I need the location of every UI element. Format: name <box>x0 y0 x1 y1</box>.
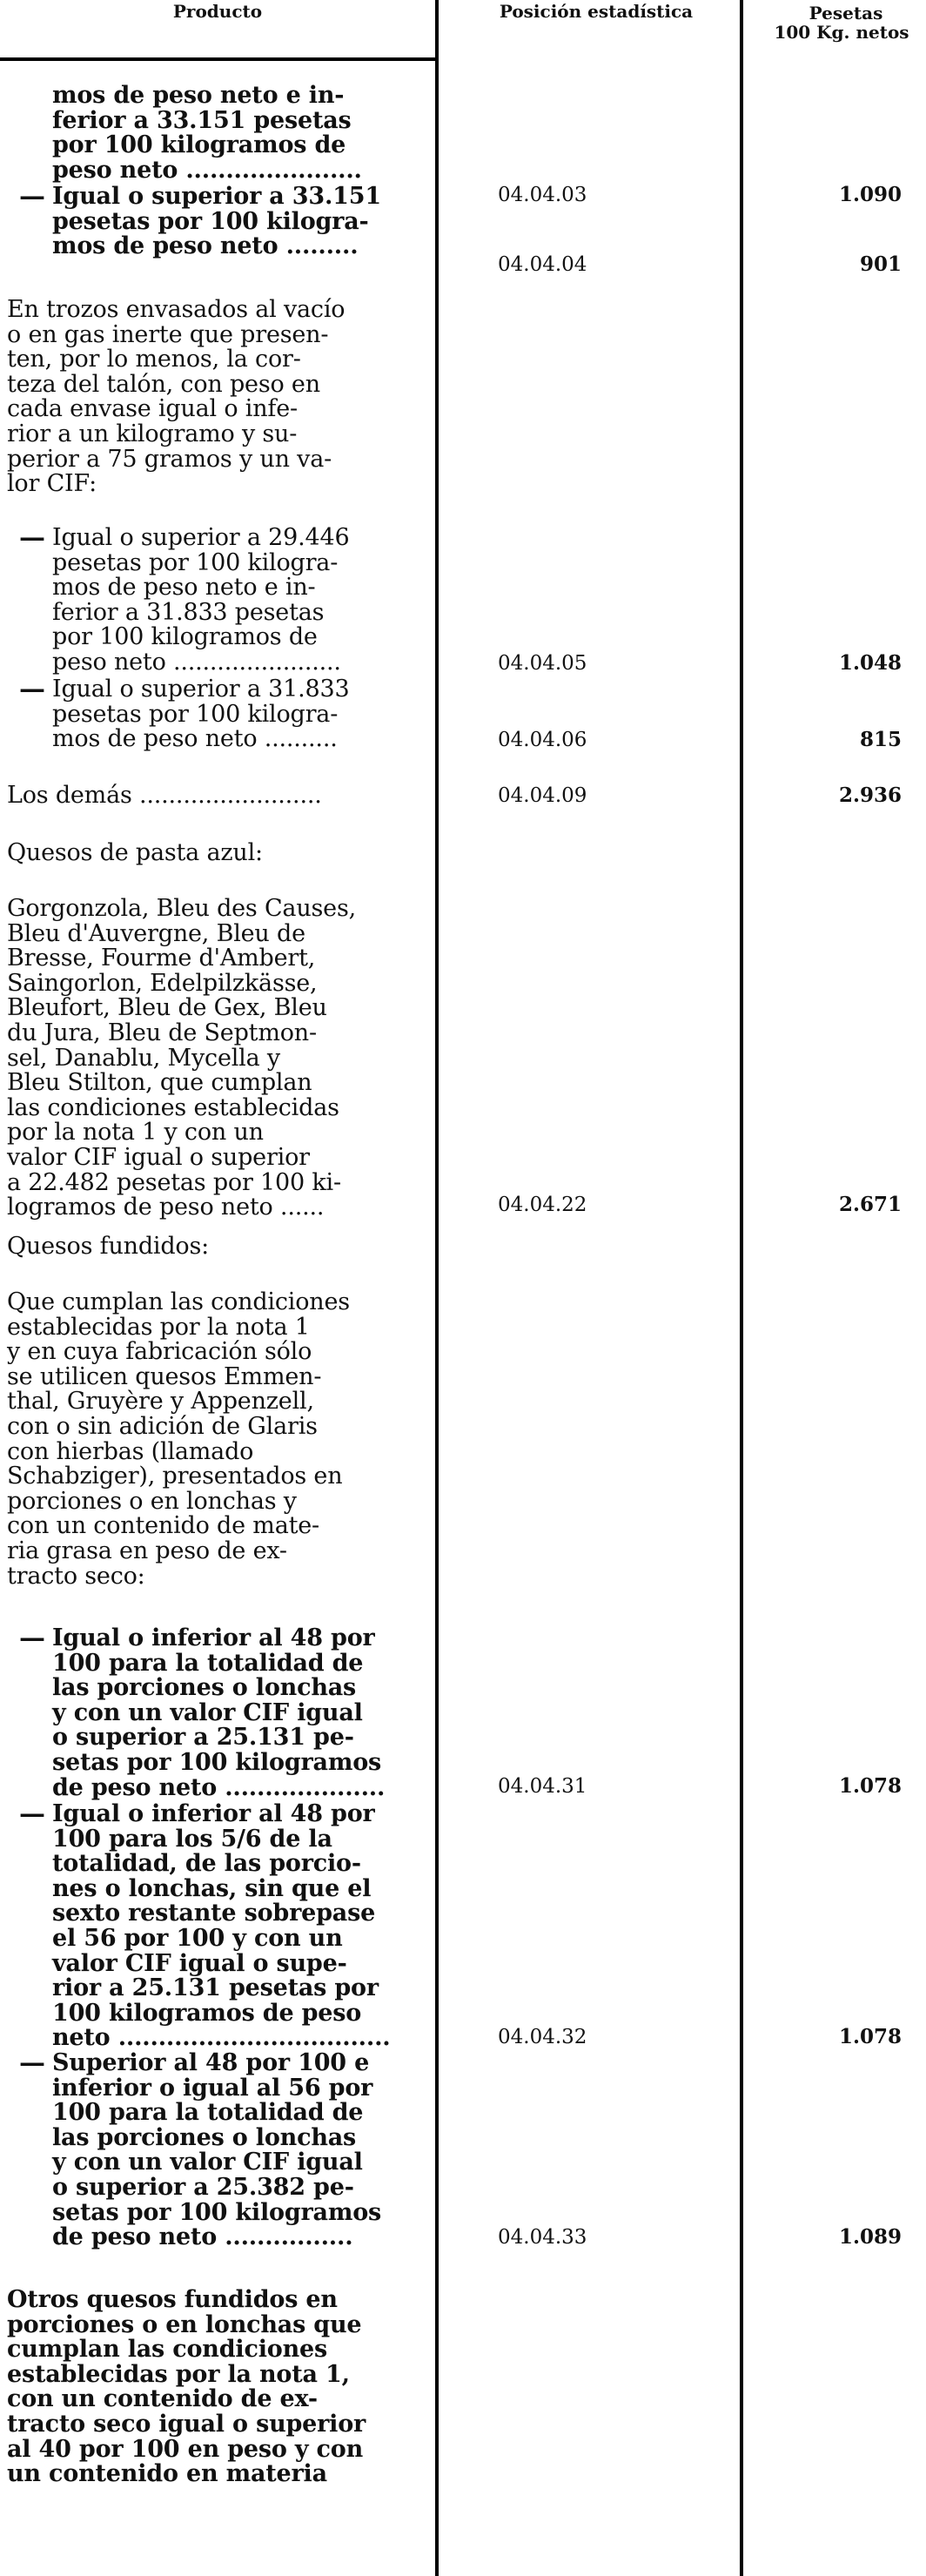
product-text: Que cumplan las condiciones establecidas por la nota 1 y en cuya fabricación sólo se utilicen quesos Emmen- thal, Gruyère y Appenzell, con o sin adición de Glaris con hierbas (llamado Schabziger), presentados en porciones o en lonchas y con un contenido de mate- ria grasa en peso de ex- tracto seco: <box>7 1288 350 1590</box>
position-code: 04.04.32 <box>498 2026 587 2048</box>
header-rule <box>0 57 435 61</box>
position-code: 04.04.06 <box>498 729 587 751</box>
dash-marker: — <box>19 674 45 704</box>
header-producto: Producto <box>172 1 263 22</box>
price-value: 1.078 <box>838 2025 902 2048</box>
position-code: 04.04.33 <box>498 2226 587 2249</box>
table-header <box>0 0 926 56</box>
product-text: Igual o inferior al 48 por 100 para los 5/6 de la totalidad, de las porcio- nes o lonchas, sin que el sexto restante sobrepase el 56 por 100 y con un valor CIF igual o supe- rior a 25.131 pesetas por 100 kilogramos de peso neto .................................. <box>52 1800 391 2052</box>
price-value: 815 <box>859 728 902 751</box>
dash-marker: — <box>19 2048 45 2078</box>
product-text: Igual o superior a 29.446 pesetas por 100 kilogra- mos de peso neto e in- ferior a 31.833 pesetas por 100 kilogramos de peso neto ....................... <box>52 524 350 676</box>
price-value: 1.078 <box>838 1774 902 1798</box>
product-text: Igual o superior a 33.151 pesetas por 100 kilogra- mos de peso neto ......... <box>52 183 381 260</box>
dash-marker: — <box>19 522 45 553</box>
price-value: 1.089 <box>838 2225 902 2249</box>
dash-marker: — <box>19 1799 45 1829</box>
price-value: 2.671 <box>838 1193 902 1216</box>
column-rule-1 <box>435 0 439 2576</box>
position-code: 04.04.04 <box>498 253 587 276</box>
header-unidad: 100 Kg. netos <box>774 22 909 43</box>
section-heading: Quesos fundidos: <box>7 1233 210 1260</box>
position-code: 04.04.05 <box>498 652 587 675</box>
position-code: 04.04.31 <box>498 1775 587 1798</box>
position-code: 04.04.22 <box>498 1194 587 1216</box>
position-code: 04.04.09 <box>498 784 587 807</box>
product-text: Superior al 48 por 100 e inferior o igual al 56 por 100 para la totalidad de las porciones o lonchas y con un valor CIF igual o superior a 25.382 pe- setas por 100 kilogramos de peso neto ................ <box>52 2049 382 2251</box>
column-rule-2 <box>740 0 743 2576</box>
price-value: 1.048 <box>838 651 902 675</box>
header-pesetas: Pesetas <box>809 3 883 24</box>
price-value: 1.090 <box>838 183 902 206</box>
product-text: Igual o superior a 31.833 pesetas por 100 kilogra- mos de peso neto .......... <box>52 676 350 753</box>
dash-marker: — <box>19 181 45 212</box>
dash-marker: — <box>19 1623 45 1653</box>
price-value: 2.936 <box>838 784 902 807</box>
product-text: Los demás ......................... <box>7 782 322 809</box>
product-text: Igual o inferior al 48 por 100 para la totalidad de las porciones o lonchas y con un valor CIF igual o superior a 25.131 pe- setas por 100 kilogramos de peso neto .................... <box>52 1624 386 1801</box>
product-text: Gorgonzola, Bleu des Causes, Bleu d'Auvergne, Bleu de Bresse, Fourme d'Ambert, Saingorlon, Edelpilzkässe, Bleufort, Bleu de Gex, Bleu du Jura, Bleu de Septmon- sel, Danablu, Mycella y Bleu Stilton, que cumplan las condiciones establecidas por la nota 1 y con un valor CIF igual o superior a 22.482 pesetas por 100 ki- logramos de peso neto ...... <box>7 895 356 1221</box>
section-heading: Quesos de pasta azul: <box>7 839 263 866</box>
product-text: En trozos envasados al vacío o en gas inerte que presen- ten, por lo menos, la cor- teza del talón, con peso en cada envase igual o infe- rior a un kilogramo y su- perior a 75 gramos y un va- lor CIF: <box>7 296 346 498</box>
price-value: 901 <box>859 252 902 276</box>
product-text: Otros quesos fundidos en porciones o en lonchas que cumplan las condiciones establecidas por la nota 1, con un contenido de ex- tracto seco igual o superior al 40 por 100 en peso y con un contenido en materia <box>7 2286 366 2488</box>
header-posicion: Posición estadística <box>499 1 694 22</box>
product-text: mos de peso neto e in- ferior a 33.151 pesetas por 100 kilogramos de peso neto ...................... <box>52 82 362 184</box>
position-code: 04.04.03 <box>498 184 587 206</box>
